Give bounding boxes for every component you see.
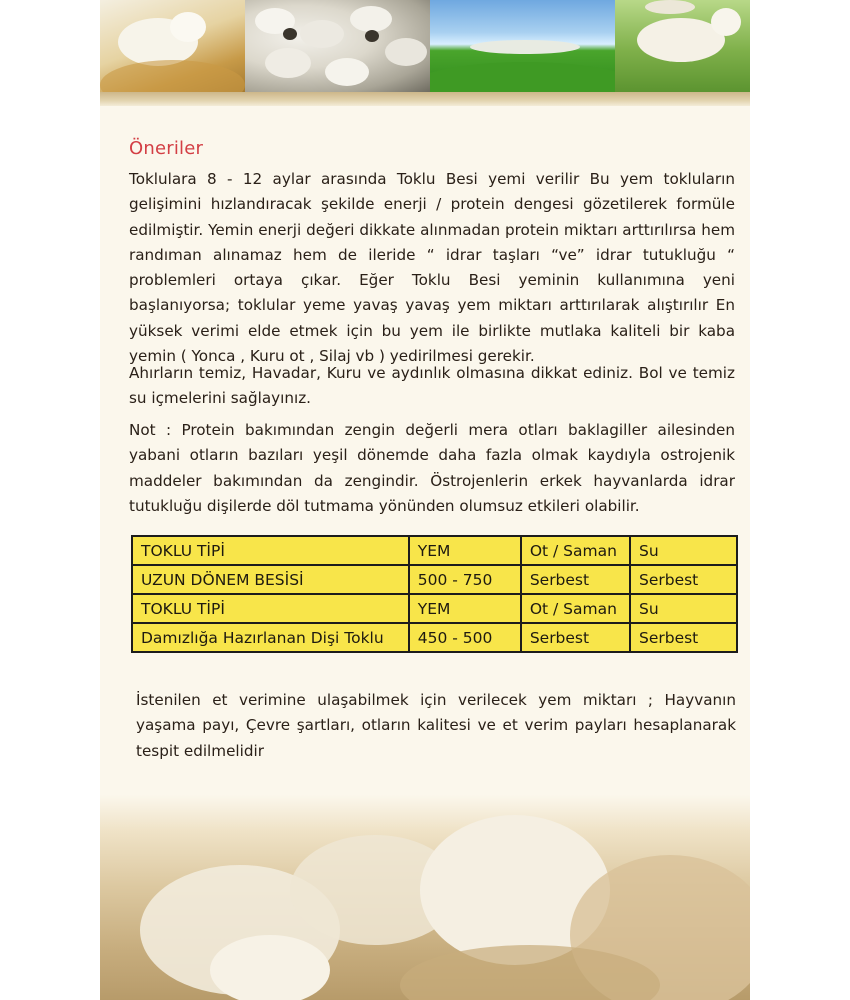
running-lamb-photo [615, 0, 750, 92]
table-cell: Serbest [630, 565, 737, 594]
barn-conditions-paragraph: Ahırların temiz, Havadar, Kuru ve aydınlık olmasına dikkat ediniz. Bol ve temiz su içmelerini sağlayınız. [129, 364, 735, 408]
table-cell: 500 - 750 [409, 565, 521, 594]
table-cell: Serbest [521, 623, 630, 652]
table-cell: Su [630, 594, 737, 623]
resting-sheep-photo [100, 795, 750, 1000]
sheep-flock-photo [245, 0, 430, 92]
table-row [132, 623, 737, 652]
table-cell: Damızlığa Hazırlanan Dişi Toklu [132, 623, 409, 652]
table-cell: 450 - 500 [409, 623, 521, 652]
table-row [132, 594, 737, 623]
note-paragraph: Not : Protein bakımından zengin değerli mera otları baklagiller ailesinden yabani otların bazıları yeşil dönemde daha fazla olmak kaydıyla ostrojenik maddeler bakımından da zengindir. Östrojenlerin erkek hayvanlarda idrar tutukluğu dişilerde döl tutmama yönünden olumsuz etkileri olabilir. [129, 421, 735, 515]
lamb-in-straw-photo [100, 0, 245, 92]
table-cell: TOKLU TİPİ [132, 594, 409, 623]
brochure-page [100, 0, 750, 1000]
table-cell: YEM [409, 594, 521, 623]
table-cell: Ot / Saman [521, 594, 630, 623]
header-photo-strip [100, 0, 750, 92]
table-cell: Serbest [630, 623, 737, 652]
table-cell: Ot / Saman [521, 536, 630, 565]
table-cell: UZUN DÖNEM BESİSİ [132, 565, 409, 594]
table-cell: Su [630, 536, 737, 565]
feed-amount-table [131, 535, 738, 653]
table-cell: Serbest [521, 565, 630, 594]
table-cell: YEM [409, 536, 521, 565]
feeding-recommendation-paragraph: Toklulara 8 - 12 aylar arasında Toklu Besi yemi verilir Bu yem tokluların gelişimini hızlandıracak şekilde enerji / protein dengesi gözetilerek formüle edilmiştir. Yemin enerji değeri dikkate alınmadan protein miktarı arttırılırsa hem randıman alınamaz hem de ileride “ idrar taşları “ve” idrar tutukluğu “ problemleri ortaya çıkar. Eğer Toklu Besi yeminin kullanımına yeni başlanıyorsa; toklular yeme yavaş yavaş yem miktarı arttırılarak alıştırılır En yüksek verimi elde etmek için bu yem ile birlikte mutlaka kaliteli bir kaba yemin ( Yonca , Kuru ot , Silaj vb ) yedirilmesi gerekir. [129, 170, 735, 366]
feed-amount-paragraph: İstenilen et verimine ulaşabilmek için verilecek yem miktarı ; Hayvanın yaşama payı, Çevre şartları, otların kalitesi ve et verim payları hesaplanarak tespit edilmelidir [136, 691, 736, 760]
header-divider-band [100, 92, 750, 106]
section-heading: Öneriler [129, 138, 204, 159]
table-row [132, 536, 737, 565]
green-pasture-photo [430, 0, 615, 92]
table-cell: TOKLU TİPİ [132, 536, 409, 565]
table-row [132, 565, 737, 594]
